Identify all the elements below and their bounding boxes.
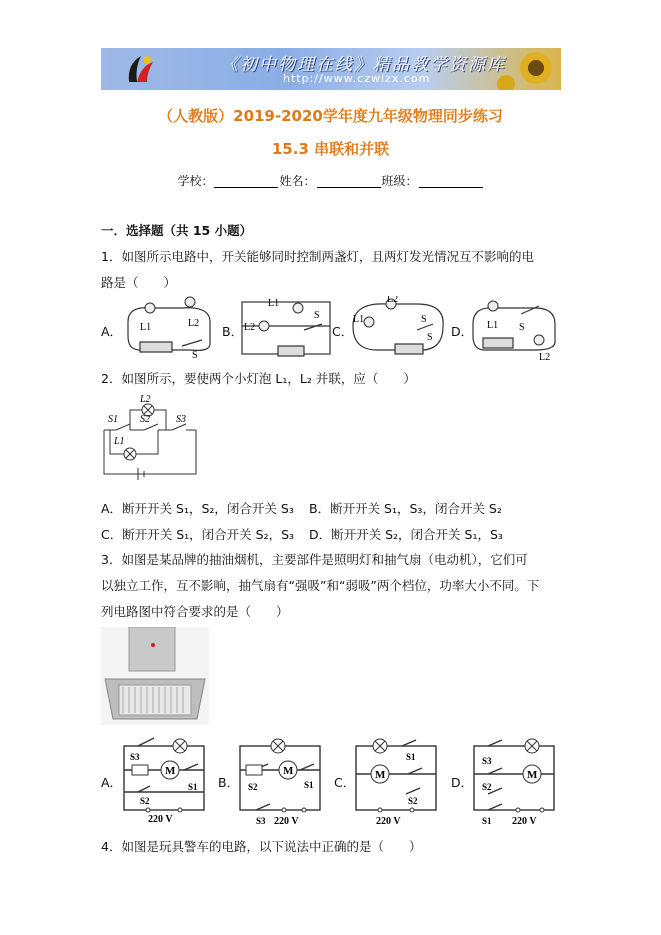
q3-line3: 列电路图中符合要求的是（ ） bbox=[101, 604, 289, 619]
q3-circuit-a bbox=[118, 734, 210, 826]
q3a-voltage: 220 V bbox=[148, 814, 173, 825]
q1b-s: S bbox=[314, 310, 320, 321]
q3d-s1: S1 bbox=[482, 816, 492, 826]
student-info bbox=[0, 172, 661, 189]
q2-l1: L1 bbox=[114, 436, 125, 447]
q3-circuit-d bbox=[468, 734, 560, 826]
q3c-motor: M bbox=[375, 769, 386, 781]
q1-circuit-a bbox=[120, 296, 220, 358]
q3b-s2: S2 bbox=[248, 782, 258, 792]
class-field[interactable] bbox=[419, 175, 483, 188]
q3b-s1: S1 bbox=[304, 780, 314, 790]
q1-line1: 1．如图所示电路中，开关能够同时控制两盏灯，且两灯发光情况互不影响的电 bbox=[101, 249, 534, 264]
q1c-l1: L1 bbox=[353, 314, 365, 325]
q1c-s2: S bbox=[427, 332, 433, 343]
q1-circuit-d bbox=[465, 296, 561, 362]
q3a-s2: S2 bbox=[140, 796, 150, 806]
q1a-l2: L2 bbox=[188, 318, 200, 329]
q3a-s1: S1 bbox=[188, 782, 198, 792]
q3c-s1: S1 bbox=[406, 752, 416, 762]
q1-option-a[interactable]: A． bbox=[101, 324, 123, 339]
q1a-s: S bbox=[192, 350, 198, 358]
q1-option-c[interactable]: C． bbox=[332, 324, 354, 339]
q3-circuit-c bbox=[350, 734, 442, 826]
q2-circuit bbox=[100, 392, 200, 484]
q3d-voltage: 220 V bbox=[512, 816, 537, 826]
q3c-s2: S2 bbox=[408, 796, 418, 806]
q3b-motor: M bbox=[283, 765, 294, 777]
q1b-l2: L2 bbox=[244, 322, 256, 333]
q2-option-d[interactable]: D．断开开关 S₂，闭合开关 S₁，S₃ bbox=[309, 527, 503, 542]
q1d-l2: L2 bbox=[539, 352, 551, 362]
page-title: （人教版）2019-2020学年度九年级物理同步练习 bbox=[158, 107, 503, 125]
q3d-motor: M bbox=[527, 769, 538, 781]
name-label: 姓名： bbox=[279, 174, 316, 188]
q3-line2: 以独立工作，互不影响，抽气扇有“强吸”和“弱吸”两个档位，功率大小不同。下 bbox=[101, 578, 540, 593]
q1b-l1: L1 bbox=[268, 298, 280, 309]
banner-title: 《初中物理在线》精品教学资源库 bbox=[221, 55, 506, 75]
q2-s1: S1 bbox=[108, 414, 118, 425]
q1-option-d[interactable]: D． bbox=[451, 324, 474, 339]
logo-icon bbox=[123, 52, 157, 86]
q3d-s2: S2 bbox=[482, 782, 492, 792]
q1a-l1: L1 bbox=[140, 322, 152, 333]
q4-stem: 4．如图是玩具警车的电路，以下说法中正确的是（ ） bbox=[101, 839, 422, 854]
q3a-s3: S3 bbox=[130, 752, 140, 762]
q2-option-b[interactable]: B．断开开关 S₁，S₃，闭合开关 S₂ bbox=[309, 501, 502, 516]
name-field[interactable] bbox=[317, 175, 381, 188]
class-label: 班级： bbox=[381, 174, 418, 188]
q3c-voltage: 220 V bbox=[376, 816, 401, 826]
q1d-s: S bbox=[519, 322, 525, 333]
school-label: 学校： bbox=[177, 174, 214, 188]
q2-stem: 2．如图所示，要使两个小灯泡 L₁，L₂ 并联，应（ ） bbox=[101, 371, 416, 386]
q3-option-a[interactable]: A． bbox=[101, 775, 123, 790]
banner-url: http://www.czwlzx.com bbox=[283, 72, 431, 85]
header-banner bbox=[101, 48, 561, 90]
q2-s3: S3 bbox=[176, 414, 186, 425]
q3-option-d[interactable]: D． bbox=[451, 775, 474, 790]
q2-l2: L2 bbox=[140, 394, 151, 405]
q3-circuit-b bbox=[234, 734, 326, 826]
q3d-s3: S3 bbox=[482, 756, 492, 766]
q1-line2: 路是（ ） bbox=[101, 275, 177, 290]
q1c-l2: L2 bbox=[387, 296, 399, 305]
school-field[interactable] bbox=[214, 175, 278, 188]
q2-s2: S2 bbox=[140, 414, 150, 425]
q3-line1: 3．如图是某品牌的抽油烟机，主要部件是照明灯和抽气扇（电动机），它们可 bbox=[101, 552, 528, 567]
section-heading: 一．选择题（共 15 小题） bbox=[101, 223, 253, 238]
q2-option-c[interactable]: C．断开开关 S₁，闭合开关 S₂，S₃ bbox=[101, 527, 295, 542]
q3b-s3: S3 bbox=[256, 816, 266, 826]
q1-circuit-b bbox=[238, 296, 334, 358]
q1d-l1: L1 bbox=[487, 320, 499, 331]
page-subtitle: 15.3 串联和并联 bbox=[271, 140, 390, 158]
q3-option-b[interactable]: B． bbox=[218, 775, 240, 790]
q3-option-c[interactable]: C． bbox=[334, 775, 356, 790]
q3a-motor: M bbox=[165, 765, 176, 777]
q3b-voltage: 220 V bbox=[274, 816, 299, 826]
range-hood-image bbox=[101, 627, 209, 725]
q2-option-a[interactable]: A．断开开关 S₁，S₂，闭合开关 S₃ bbox=[101, 501, 294, 516]
q1c-s1: S bbox=[421, 314, 427, 325]
q1-option-b[interactable]: B． bbox=[222, 324, 244, 339]
q1-circuit-c bbox=[347, 296, 449, 358]
